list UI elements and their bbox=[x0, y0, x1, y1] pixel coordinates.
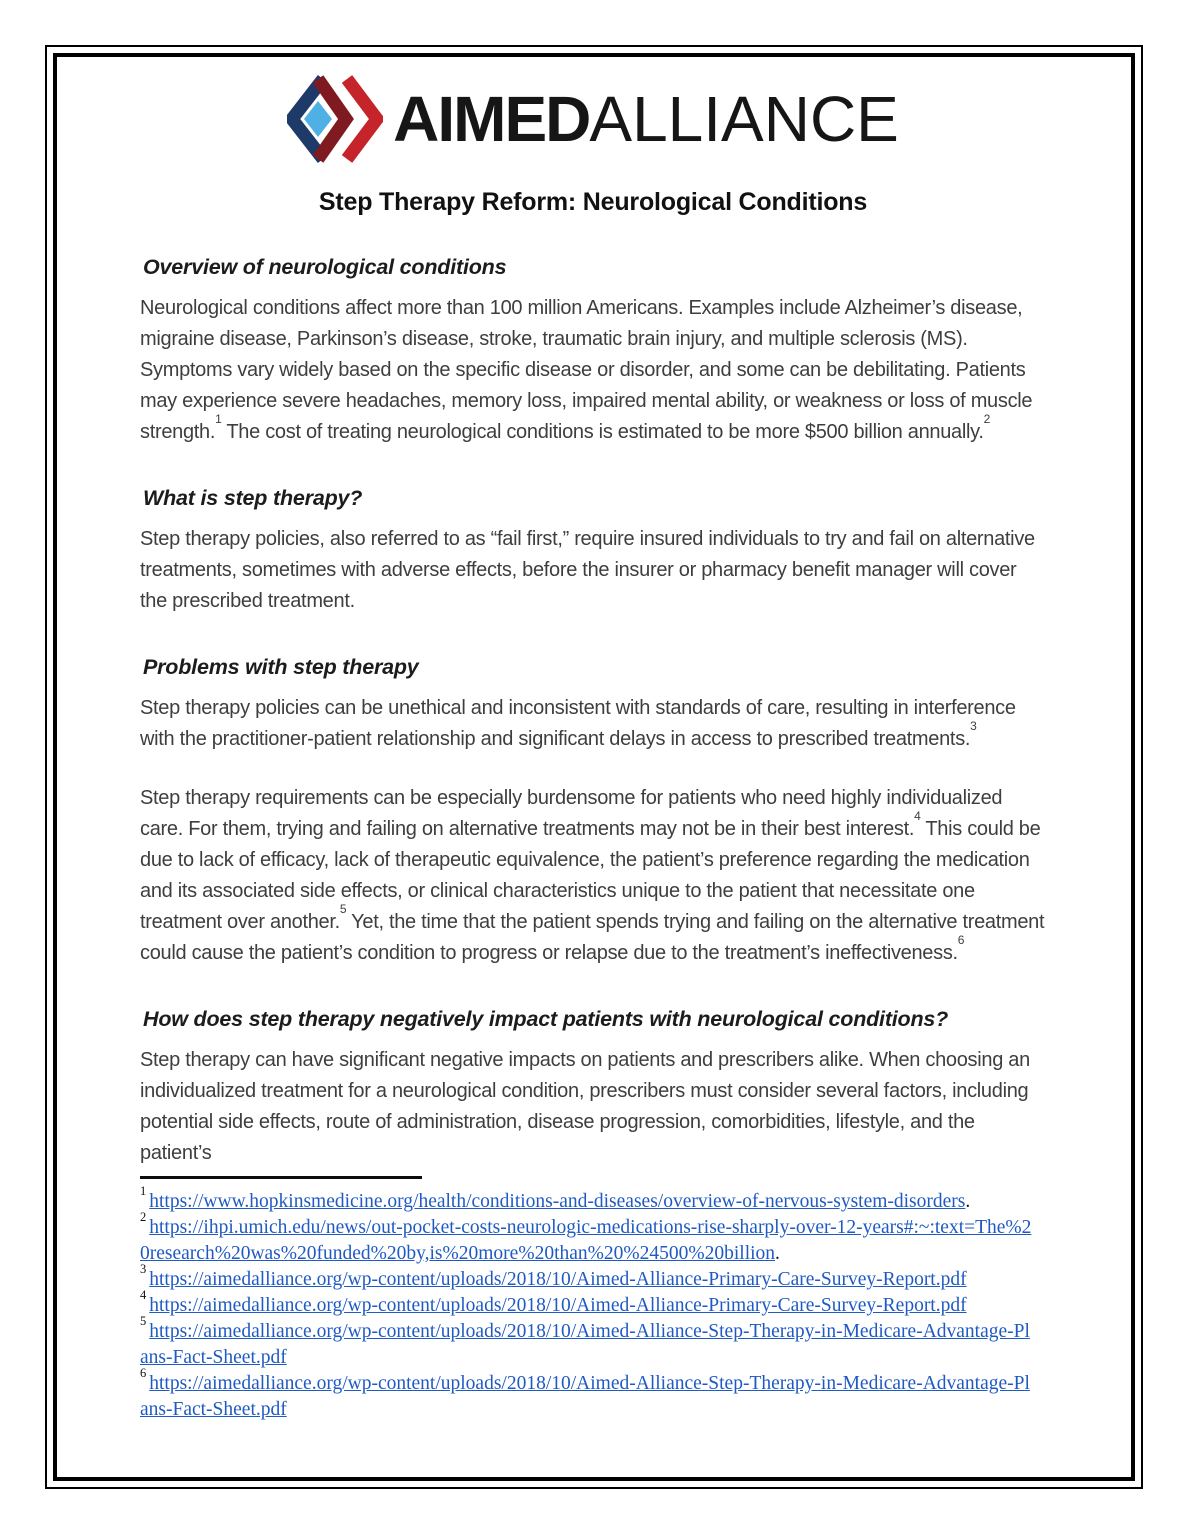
footnote-link[interactable]: https://aimedalliance.org/wp-content/uploads/2018/10/Aimed-Alliance-Step-Therapy-in-Medicare-Advantage-Plans-Fact-Sheet.pdf bbox=[140, 1373, 1030, 1420]
footnote-ref: 3 bbox=[970, 719, 977, 734]
logo-word-alliance: ALLIANCE bbox=[589, 83, 899, 155]
footnote bbox=[140, 1313, 1037, 1371]
footnote-number: 2 bbox=[140, 1209, 147, 1224]
footnote-link[interactable]: https://aimedalliance.org/wp-content/uploads/2018/10/Aimed-Alliance-Primary-Care-Survey-Report.pdf bbox=[149, 1295, 967, 1316]
footnote-link[interactable]: https://aimedalliance.org/wp-content/uploads/2018/10/Aimed-Alliance-Step-Therapy-in-Medicare-Advantage-Plans-Fact-Sheet.pdf bbox=[140, 1321, 1030, 1368]
footnote-separator bbox=[140, 1176, 422, 1179]
logo-word-aimed: AIMED bbox=[393, 83, 590, 155]
page-title: Step Therapy Reform: Neurological Conditions bbox=[318, 188, 868, 216]
footnote-number: 4 bbox=[140, 1287, 147, 1302]
section-heading: How does step therapy negatively impact patients with neurological conditions? bbox=[143, 1007, 949, 1031]
footnote bbox=[140, 1261, 1037, 1293]
footnotes bbox=[140, 1176, 1037, 1423]
footnote-number: 3 bbox=[140, 1261, 147, 1276]
footnote-ref: 4 bbox=[914, 809, 921, 824]
paragraph: Step therapy requirements can be especially burdensome for patients who need highly individualized care. For them, trying and failing on alternative treatments may not be in their best interest.$^4$ This could be due to lack of efficacy, lack of therapeutic equivalence, the patient’s preference regarding the medication and its associated side effects, or clinical characteristics unique to the patient that necessitate one treatment over another.$^5$ Yet, the time that the patient spends trying and failing on the alternative treatment could cause the patient’s condition to progress or relapse due to the treatment’s ineffectiveness.$^6$ bbox=[140, 787, 1045, 964]
footnote bbox=[140, 1287, 1037, 1319]
logo-wordmark bbox=[393, 83, 899, 155]
section-heading: Overview of neurological conditions bbox=[143, 255, 507, 279]
footnote-ref: 5 bbox=[339, 902, 347, 917]
footnote-tail: . bbox=[965, 1191, 971, 1212]
aimed-alliance-logo bbox=[140, 74, 1046, 164]
footnote-ref: 1 bbox=[215, 412, 222, 427]
section-heading: Problems with step therapy bbox=[143, 655, 419, 679]
section-heading: What is step therapy? bbox=[143, 486, 363, 510]
paragraph: Step therapy policies, also referred to as “fail first,” require insured individuals to try and fail on alternative treatments, sometimes with adverse effects, before the insurer or pharmacy benefit manager will cover the prescribed treatment. bbox=[140, 528, 1035, 612]
section bbox=[140, 655, 1046, 969]
footnote-link[interactable]: https://aimedalliance.org/wp-content/uploads/2018/10/Aimed-Alliance-Primary-Care-Survey-Report.pdf bbox=[149, 1269, 967, 1290]
footnote-tail: . bbox=[775, 1243, 780, 1264]
section bbox=[140, 1007, 1046, 1169]
chevrons-diamond-icon bbox=[287, 74, 383, 164]
footnote-link[interactable]: https://ihpi.umich.edu/news/out-pocket-costs-neurologic-medications-rise-sharply-over-12-years#:~:text=The%20research%20was%20funded%20by,is%20more%20than%20%24500%20billion bbox=[140, 1217, 1032, 1264]
footnote-list bbox=[140, 1183, 1037, 1423]
section bbox=[140, 486, 1046, 617]
paragraph: Step therapy policies can be unethical and inconsistent with standards of care, resulting in interference with the practitioner-patient relationship and significant delays in access to prescribed treatments.$^3$ bbox=[140, 697, 1016, 750]
footnote-number: 5 bbox=[140, 1313, 147, 1328]
footnote-number: 6 bbox=[140, 1365, 147, 1380]
footnote bbox=[140, 1183, 1037, 1215]
paragraph: Neurological conditions affect more than 100 million Americans. Examples include Alzheimer’s disease, migraine disease, Parkinson’s disease, stroke, traumatic brain injury, and multiple sclerosis (MS). Symptoms vary widely based on the specific disease or disorder, and some can be debilitating. Patients may experience severe headaches, memory loss, impaired mental ability, or weakness or loss of muscle strength.$^1$ The cost of treating neurological conditions is estimated to be more $500 billion annually.$^2$ bbox=[140, 297, 1033, 443]
footnote bbox=[140, 1209, 1037, 1267]
paragraph: Step therapy can have significant negative impacts on patients and prescribers alike. When choosing an individualized treatment for a neurological condition, prescribers must consider several factors, including potential side effects, route of administration, disease progression, comorbidities, lifestyle, and the patient’s bbox=[140, 1049, 1030, 1164]
footnote-ref: 2 bbox=[983, 412, 991, 427]
footnote-link[interactable]: https://www.hopkinsmedicine.org/health/conditions-and-diseases/overview-of-nervous-system-disorders bbox=[149, 1191, 966, 1212]
footnote bbox=[140, 1365, 1037, 1423]
section bbox=[140, 255, 1046, 448]
document-content bbox=[140, 70, 1046, 1169]
footnote-number: 1 bbox=[140, 1183, 147, 1198]
footnote-ref: 6 bbox=[957, 933, 965, 948]
sections bbox=[140, 255, 1046, 1169]
